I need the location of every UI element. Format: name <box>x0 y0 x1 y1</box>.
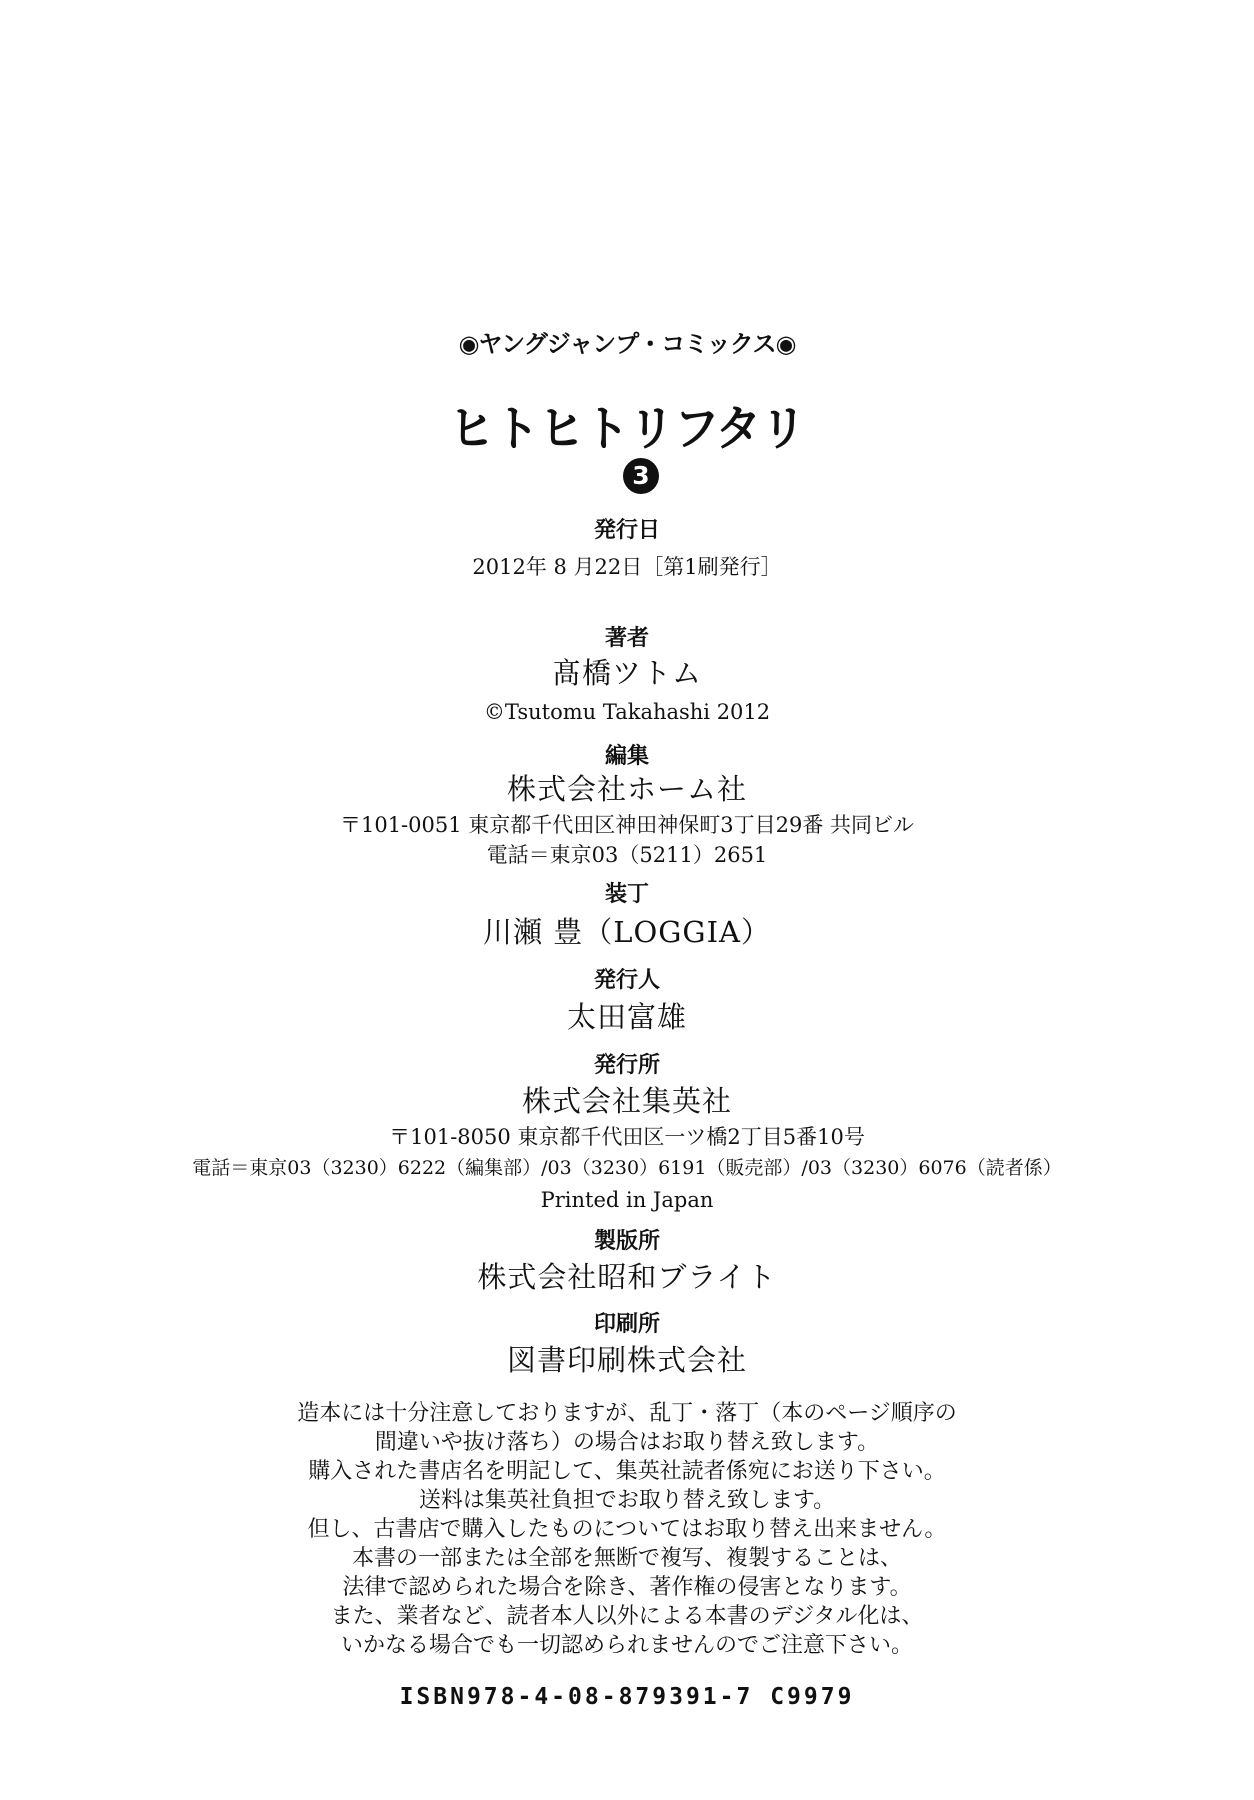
editor-address: 〒101-0051 東京都千代田区神田神保町3丁目29番 共同ビル <box>339 813 915 837</box>
printer-heading: 印刷所 <box>593 1312 660 1337</box>
editor-heading: 編集 <box>604 744 649 769</box>
date-heading: 発行日 <box>593 518 660 543</box>
notice-line: また、業者など、読者本人以外による本書のデジタル化は、 <box>330 1604 924 1629</box>
series-label: ◉ヤングジャンプ・コミックス◉ <box>458 330 796 358</box>
editor-name: 株式会社ホーム社 <box>506 772 747 806</box>
notice-line: 送料は集英社負担でお取り替え致します。 <box>418 1488 836 1513</box>
publisher-heading: 発行所 <box>593 1053 660 1078</box>
notice-line: 造本には十分注意しておりますが、乱丁・落丁（本のページ順序の <box>297 1401 957 1426</box>
copyright: ©Tsutomu Takahashi 2012 <box>483 700 771 724</box>
volume-badge: 3 <box>623 458 659 494</box>
printer-name: 図書印刷株式会社 <box>506 1343 747 1377</box>
publisher-name: 株式会社集英社 <box>521 1084 732 1118</box>
printed-in: Printed in Japan <box>540 1188 714 1212</box>
author-heading: 著者 <box>604 626 649 651</box>
notice-line: 購入された書店名を明記して、集英社読者係宛にお送り下さい。 <box>308 1459 946 1484</box>
notice-line: 間違いや抜け落ち）の場合はお取り替え致します。 <box>374 1430 880 1455</box>
design-heading: 装丁 <box>604 882 649 907</box>
date-value: 2012年 8 月22日［第1刷発行］ <box>472 555 782 579</box>
notice-line: 法律で認められた場合を除き、著作権の侵害となります。 <box>342 1575 912 1600</box>
editor-phone: 電話＝東京03（5211）2651 <box>486 843 768 867</box>
author-name: 髙橋ツトム <box>551 656 702 690</box>
publisher-person-name: 太田富雄 <box>566 1000 687 1034</box>
plate-heading: 製版所 <box>593 1229 660 1254</box>
publisher-phone: 電話＝東京03（3230）6222（編集部）/03（3230）6191（販売部）/03（3230）6076（読者係） <box>192 1157 1062 1179</box>
plate-name: 株式会社昭和ブライト <box>477 1260 777 1294</box>
design-name: 川瀬 豊（LOGGIA） <box>483 915 771 949</box>
notice-line: 但し、古書店で購入したものについてはお取り替え出来ません。 <box>307 1517 947 1542</box>
notice-line: いかなる場合でも一切認められませんのでご注意下さい。 <box>340 1633 913 1658</box>
publisher-person-heading: 発行人 <box>593 968 660 993</box>
publisher-address: 〒101-8050 東京都千代田区一ツ橋2丁目5番10号 <box>389 1125 865 1149</box>
notice-line: 本書の一部または全部を無断で複写、複製することは、 <box>351 1546 902 1571</box>
isbn: ISBN978-4-08-879391-7 C9979 <box>399 1684 855 1710</box>
book-title: ヒトヒトリフタリ <box>448 399 806 457</box>
